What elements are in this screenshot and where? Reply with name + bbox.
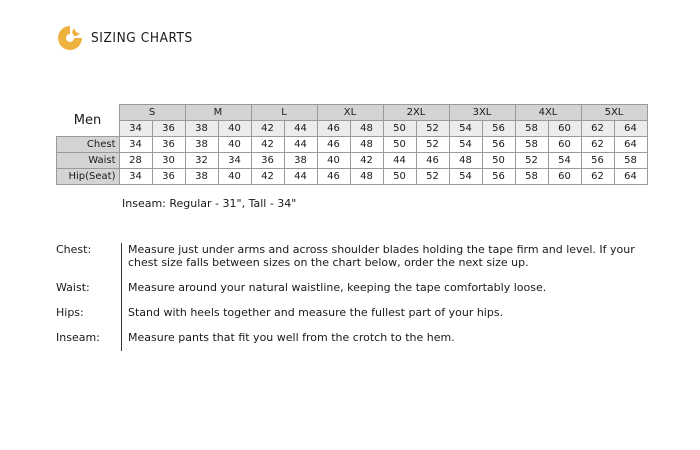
size-group-header: 2XL [383, 105, 449, 121]
page-title: SIZING CHARTS [91, 30, 193, 46]
sub-size-header: 34 [119, 121, 152, 137]
table-cell: 44 [284, 137, 317, 153]
table-cell: 42 [350, 153, 383, 169]
size-group-header: S [119, 105, 185, 121]
definition-text: Measure pants that fit you well from the crotch to the hem. [121, 331, 656, 351]
brand-logo-icon [56, 24, 84, 52]
table-cell: 62 [581, 137, 614, 153]
table-cell: 46 [317, 137, 350, 153]
table-cell: 52 [515, 153, 548, 169]
size-group-header: 4XL [515, 105, 581, 121]
table-cell: 44 [383, 153, 416, 169]
table-row-chest [57, 137, 648, 153]
table-cell: 62 [581, 169, 614, 185]
table-cell: 54 [449, 169, 482, 185]
sub-size-header: 46 [317, 121, 350, 137]
sub-size-header: 40 [218, 121, 251, 137]
table-cell: 60 [548, 137, 581, 153]
table-cell: 56 [482, 169, 515, 185]
table-cell: 48 [350, 137, 383, 153]
definition-hips [56, 306, 656, 331]
row-label: Chest [57, 137, 120, 153]
sub-size-header: 54 [449, 121, 482, 137]
section-label: Men [73, 112, 102, 128]
table-cell: 54 [548, 153, 581, 169]
table-cell: 36 [152, 169, 185, 185]
table-cell: 64 [614, 169, 647, 185]
sub-size-header: 58 [515, 121, 548, 137]
sub-size-header: 60 [548, 121, 581, 137]
definition-waist [56, 281, 656, 306]
table-row-waist [57, 153, 648, 169]
definition-text: Stand with heels together and measure the fullest part of your hips. [121, 306, 656, 331]
definition-text: Measure just under arms and across shoulder blades holding the tape firm and level. If your chest size falls between sizes on the chart below, order the next size up. [121, 243, 656, 281]
table-cell: 40 [218, 137, 251, 153]
table-cell: 44 [284, 169, 317, 185]
sub-size-header: 52 [416, 121, 449, 137]
table-cell: 36 [251, 153, 284, 169]
table-cell: 50 [383, 169, 416, 185]
table-cell: 64 [614, 137, 647, 153]
sub-size-header: 64 [614, 121, 647, 137]
table-cell: 28 [119, 153, 152, 169]
table-cell: 56 [482, 137, 515, 153]
sub-size-header: 42 [251, 121, 284, 137]
table-cell: 56 [581, 153, 614, 169]
table-cell: 38 [185, 169, 218, 185]
table-cell: 34 [119, 169, 152, 185]
table-cell: 40 [218, 169, 251, 185]
table-row-hip [57, 169, 648, 185]
sub-size-header: 48 [350, 121, 383, 137]
size-group-row [57, 105, 648, 121]
size-group-header: M [185, 105, 251, 121]
table-cell: 52 [416, 137, 449, 153]
definition-inseam [56, 331, 656, 351]
size-group-header: XL [317, 105, 383, 121]
table-cell: 34 [119, 137, 152, 153]
table-cell: 58 [515, 169, 548, 185]
row-label: Hip(Seat) [57, 169, 120, 185]
definition-label: Inseam: [56, 331, 100, 344]
table-cell: 30 [152, 153, 185, 169]
sub-size-header: 56 [482, 121, 515, 137]
table-cell: 38 [185, 137, 218, 153]
sub-size-header: 38 [185, 121, 218, 137]
sub-size-header: 50 [383, 121, 416, 137]
definition-chest [56, 243, 656, 281]
definition-label: Hips: [56, 306, 84, 319]
definition-text: Measure around your natural waistline, keeping the tape comfortably loose. [121, 281, 656, 306]
table-cell: 58 [614, 153, 647, 169]
table-cell: 48 [449, 153, 482, 169]
size-group-header: 5XL [581, 105, 647, 121]
sub-size-header: 62 [581, 121, 614, 137]
table-cell: 48 [350, 169, 383, 185]
table-cell: 32 [185, 153, 218, 169]
table-cell: 40 [317, 153, 350, 169]
table-cell: 34 [218, 153, 251, 169]
row-label: Waist [57, 153, 120, 169]
table-cell: 38 [284, 153, 317, 169]
table-cell: 58 [515, 137, 548, 153]
table-cell: 54 [449, 137, 482, 153]
table-cell: 50 [482, 153, 515, 169]
size-group-header: L [251, 105, 317, 121]
table-cell: 50 [383, 137, 416, 153]
sub-size-header: 44 [284, 121, 317, 137]
table-cell: 46 [317, 169, 350, 185]
size-chart-table [56, 104, 648, 185]
table-cell: 60 [548, 169, 581, 185]
inseam-note: Inseam: Regular - 31", Tall - 34" [122, 197, 297, 210]
definition-label: Chest: [56, 243, 92, 256]
table-cell: 42 [251, 137, 284, 153]
table-cell: 46 [416, 153, 449, 169]
page-header [56, 24, 193, 52]
measurement-definitions [56, 243, 656, 351]
table-cell: 52 [416, 169, 449, 185]
sub-size-row [57, 121, 648, 137]
definition-label: Waist: [56, 281, 90, 294]
size-group-header: 3XL [449, 105, 515, 121]
table-cell: 36 [152, 137, 185, 153]
sub-size-header: 36 [152, 121, 185, 137]
table-cell: 42 [251, 169, 284, 185]
